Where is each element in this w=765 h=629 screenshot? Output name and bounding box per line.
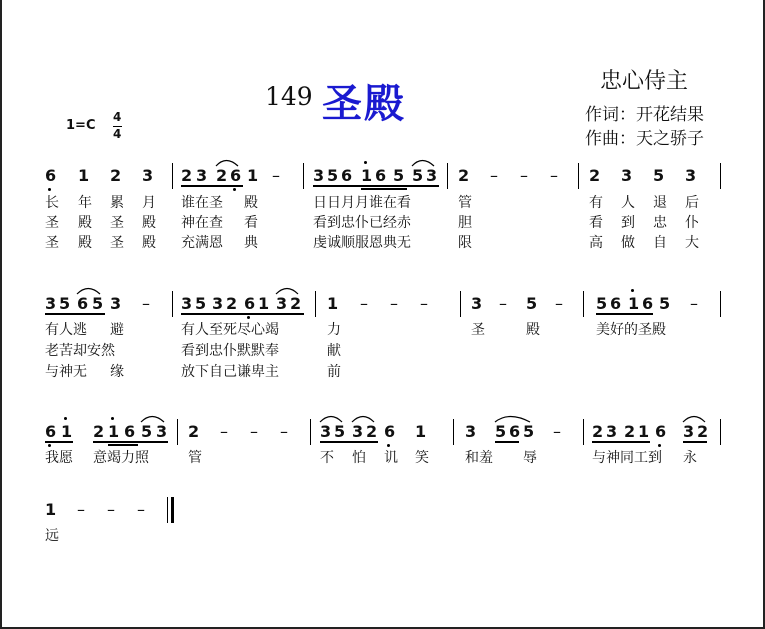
barline	[583, 419, 584, 445]
lyric: 看	[589, 215, 603, 231]
lyric: 殿	[142, 215, 156, 231]
note: 5	[596, 294, 608, 313]
lyric: 人	[621, 195, 635, 211]
hold-dash: –	[490, 166, 498, 185]
lyric: 充满恩	[181, 235, 223, 251]
eighth-underline	[93, 441, 168, 443]
lyric: 看	[244, 215, 258, 231]
note: 5	[412, 166, 424, 185]
lyric: 老苦却安然	[45, 343, 115, 359]
note: 5	[393, 166, 405, 185]
lyric: 长	[45, 195, 59, 211]
composer-credit: 作曲：天之骄子	[585, 129, 704, 149]
hold-dash: –	[390, 294, 398, 313]
lyric: 有	[589, 195, 603, 211]
note: 6	[124, 422, 136, 441]
song-title: 圣殿	[322, 81, 406, 127]
eighth-underline	[592, 441, 650, 443]
note: 5	[653, 166, 665, 185]
eighth-underline	[320, 441, 378, 443]
barline	[447, 163, 448, 189]
lyric: 大	[685, 235, 699, 251]
key-signature: 1=C	[66, 118, 96, 133]
lyric: 看到忠仆已经赤	[313, 215, 411, 231]
note: 2	[589, 166, 601, 185]
note: 1	[108, 422, 120, 441]
lyric: 殿	[244, 195, 258, 211]
lyric: 殿	[526, 322, 540, 338]
barline	[172, 163, 173, 189]
lyric: 殿	[78, 235, 92, 251]
note: 5	[92, 294, 104, 313]
barline	[720, 291, 721, 317]
hold-dash: –	[553, 422, 561, 441]
note: 1	[61, 422, 73, 441]
barline	[310, 419, 311, 445]
note: 2	[226, 294, 238, 313]
lyric: 放下自己谦卑主	[181, 364, 279, 380]
note: 3	[156, 422, 168, 441]
note: 3	[212, 294, 224, 313]
note: 6	[244, 294, 256, 313]
note: 6	[375, 166, 387, 185]
lyric: 远	[45, 528, 59, 544]
final-barline-thin	[167, 497, 168, 523]
hold-dash: –	[520, 166, 528, 185]
note: 1	[247, 166, 259, 185]
barline	[303, 163, 304, 189]
note: 6	[77, 294, 89, 313]
note: 5	[334, 422, 346, 441]
note: 6	[642, 294, 654, 313]
note: 3	[110, 294, 122, 313]
note: 6	[45, 166, 57, 185]
eighth-underline	[181, 185, 243, 187]
lyric: 圣	[45, 235, 59, 251]
lyric: 退	[653, 195, 667, 211]
note: 2	[366, 422, 378, 441]
lyric: 前	[327, 364, 341, 380]
note: 3	[685, 166, 697, 185]
hold-dash: –	[280, 422, 288, 441]
note: 6	[610, 294, 622, 313]
lyric: 与神无	[45, 364, 87, 380]
note: 2	[188, 422, 200, 441]
note: 6	[655, 422, 667, 441]
lyric: 高	[589, 235, 603, 251]
lyric: 我愿	[45, 450, 73, 466]
lyric: 后	[685, 195, 699, 211]
note: 6	[230, 166, 242, 185]
note: 5	[659, 294, 671, 313]
note: 1	[638, 422, 650, 441]
note: 2	[697, 422, 709, 441]
hold-dash: –	[550, 166, 558, 185]
lyric: 缘	[110, 364, 124, 380]
note: 3	[45, 294, 57, 313]
note: 2	[216, 166, 228, 185]
lyric: 谁在圣	[181, 195, 223, 211]
lyric: 神在查	[181, 215, 223, 231]
note: 2	[592, 422, 604, 441]
note: 2	[181, 166, 193, 185]
note: 5	[141, 422, 153, 441]
hold-dash: –	[360, 294, 368, 313]
lyric: 年	[78, 195, 92, 211]
high-octave-dot	[364, 161, 367, 164]
note: 3	[471, 294, 483, 313]
eighth-underline	[495, 441, 519, 443]
note: 3	[313, 166, 325, 185]
hymn-number: 149	[265, 82, 313, 111]
note: 3	[181, 294, 193, 313]
note: 1	[78, 166, 90, 185]
note: 5	[327, 166, 339, 185]
lyric: 忠	[653, 215, 667, 231]
lyric: 辱	[523, 450, 537, 466]
lyric: 胆	[458, 215, 472, 231]
note: 2	[624, 422, 636, 441]
time-signature-bottom: 4	[113, 127, 122, 141]
note: 1	[327, 294, 339, 313]
eighth-underline	[45, 441, 73, 443]
barline	[460, 291, 461, 317]
lyric: 日日月月谁在看	[313, 195, 411, 211]
lyric: 意竭力照	[93, 450, 149, 466]
note: 3	[683, 422, 695, 441]
lyric: 不	[320, 450, 334, 466]
lyric: 避	[110, 322, 124, 338]
lyric: 圣	[471, 322, 485, 338]
lyric: 有人逃	[45, 322, 87, 338]
lyric: 与神同工到	[592, 450, 662, 466]
lyric: 累	[110, 195, 124, 211]
low-octave-dot	[48, 444, 51, 447]
note: 1	[45, 500, 57, 519]
hold-dash: –	[137, 500, 145, 519]
note: 6	[341, 166, 353, 185]
lyric: 和羞	[465, 450, 493, 466]
hold-dash: –	[107, 500, 115, 519]
lyric: 圣	[110, 215, 124, 231]
hold-dash: –	[142, 294, 150, 313]
barline	[720, 419, 721, 445]
note: 2	[290, 294, 302, 313]
eighth-underline	[683, 441, 707, 443]
sixteenth-underline	[108, 444, 138, 446]
hold-dash: –	[555, 294, 563, 313]
lyric: 仆	[685, 215, 699, 231]
barline	[720, 163, 721, 189]
low-octave-dot	[48, 188, 51, 191]
low-octave-dot	[387, 444, 390, 447]
low-octave-dot	[247, 316, 250, 319]
lyricist-credit: 作词：开花结果	[585, 105, 704, 125]
note: 3	[465, 422, 477, 441]
note: 5	[526, 294, 538, 313]
barline	[315, 291, 316, 317]
lyric: 看到忠仆默默奉	[181, 343, 279, 359]
note: 6	[45, 422, 57, 441]
song-subtitle: 忠心侍主	[600, 69, 689, 94]
lyric: 殿	[142, 235, 156, 251]
note: 3	[621, 166, 633, 185]
eighth-underline	[596, 313, 653, 315]
lyric: 自	[653, 235, 667, 251]
note: 3	[606, 422, 618, 441]
lyric: 献	[327, 343, 341, 359]
note: 6	[384, 422, 396, 441]
note: 5	[59, 294, 71, 313]
low-octave-dot	[658, 444, 661, 447]
lyric: 到	[621, 215, 635, 231]
note: 3	[196, 166, 208, 185]
note: 5	[195, 294, 207, 313]
hold-dash: –	[220, 422, 228, 441]
time-signature-top: 4	[113, 110, 122, 124]
lyric: 管	[188, 450, 202, 466]
lyric: 力	[327, 322, 341, 338]
note: 3	[276, 294, 288, 313]
high-octave-dot	[111, 417, 114, 420]
lyric: 美好的圣殿	[596, 322, 666, 338]
high-octave-dot	[64, 417, 67, 420]
lyric: 怕	[352, 450, 366, 466]
note: 1	[361, 166, 373, 185]
hold-dash: –	[272, 166, 280, 185]
note: 2	[110, 166, 122, 185]
eighth-underline	[313, 185, 439, 187]
eighth-underline	[181, 313, 304, 315]
high-octave-dot	[631, 289, 634, 292]
note: 2	[93, 422, 105, 441]
lyric: 讥	[384, 450, 398, 466]
hold-dash: –	[77, 500, 85, 519]
page-border-left	[0, 0, 2, 629]
note: 2	[458, 166, 470, 185]
lyric: 笑	[415, 450, 429, 466]
note: 3	[142, 166, 154, 185]
lyric: 圣	[110, 235, 124, 251]
lyric: 月	[142, 195, 156, 211]
lyric: 虔诚顺服恩典无	[313, 235, 411, 251]
lyric: 做	[621, 235, 635, 251]
note: 5	[523, 422, 535, 441]
note: 5	[495, 422, 507, 441]
eighth-underline	[45, 313, 105, 315]
note: 1	[258, 294, 270, 313]
lyric: 限	[458, 235, 472, 251]
final-barline-thick	[171, 497, 174, 523]
sixteenth-underline	[361, 188, 407, 190]
note: 3	[320, 422, 332, 441]
note: 6	[509, 422, 521, 441]
barline	[177, 419, 178, 445]
hold-dash: –	[250, 422, 258, 441]
lyric: 典	[244, 235, 258, 251]
hold-dash: –	[420, 294, 428, 313]
barline	[583, 291, 584, 317]
lyric: 殿	[78, 215, 92, 231]
hold-dash: –	[690, 294, 698, 313]
hold-dash: –	[499, 294, 507, 313]
lyric: 圣	[45, 215, 59, 231]
note: 1	[628, 294, 640, 313]
barline	[172, 291, 173, 317]
note: 3	[352, 422, 364, 441]
barline	[578, 163, 579, 189]
lyric: 永	[683, 450, 697, 466]
note: 1	[415, 422, 427, 441]
lyric: 有人至死尽心竭	[181, 322, 279, 338]
barline	[453, 419, 454, 445]
low-octave-dot	[233, 188, 236, 191]
note: 3	[426, 166, 438, 185]
lyric: 管	[458, 195, 472, 211]
